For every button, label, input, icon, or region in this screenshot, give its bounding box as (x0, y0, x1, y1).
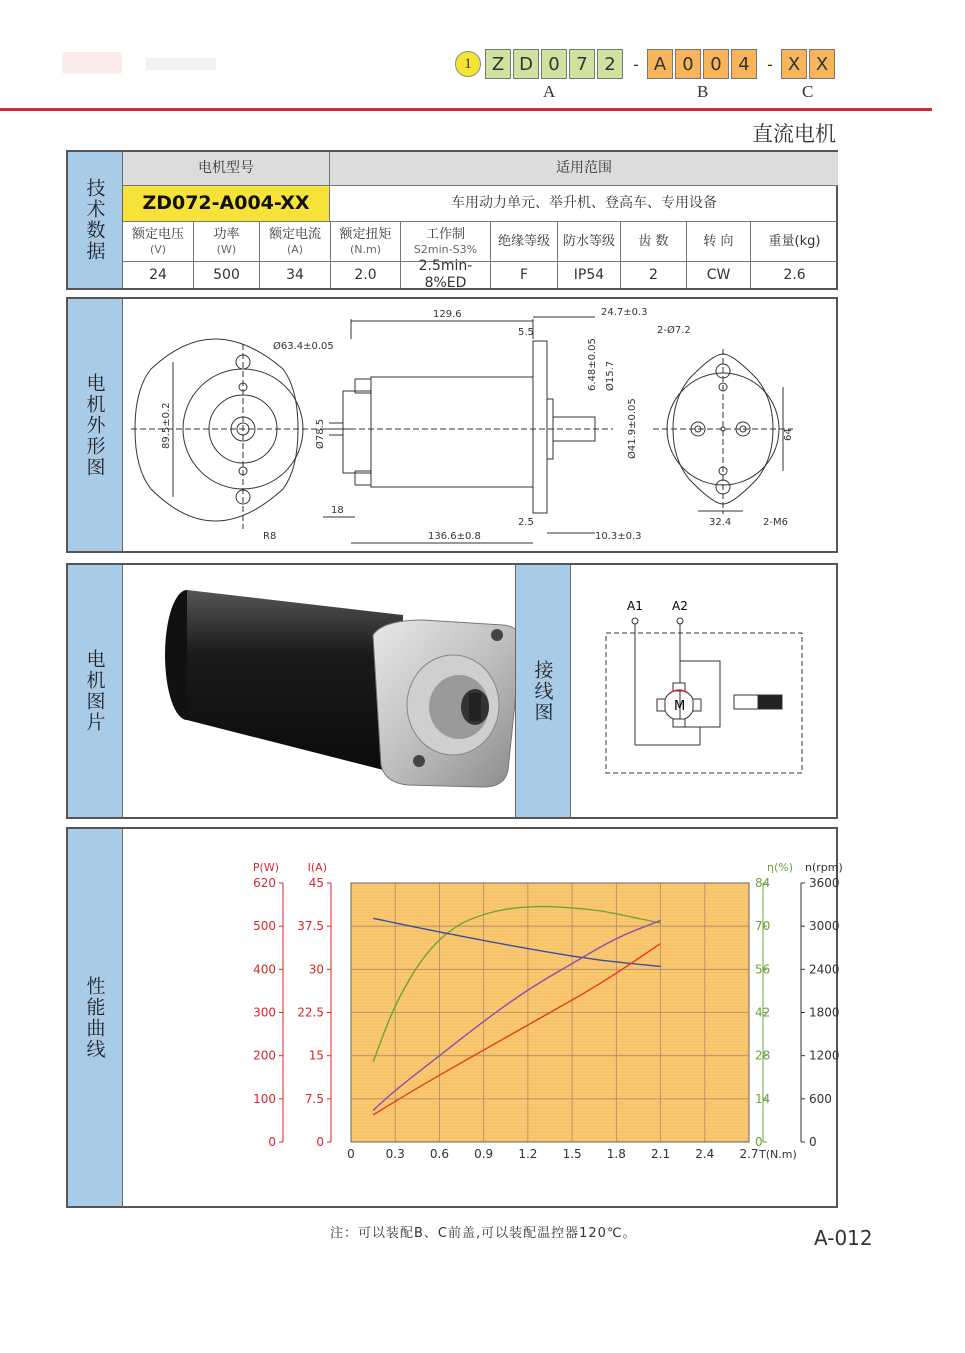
x-tick-label: 0.6 (429, 1147, 449, 1161)
x-tick-label: 2.7 (739, 1147, 759, 1161)
spec-value: 2.0 (331, 262, 401, 288)
x-tick-label: 1.5 (562, 1147, 582, 1161)
dim-radius: R8 (263, 531, 277, 542)
spec-name: 工作制 (425, 227, 465, 243)
spec-header (751, 222, 838, 262)
page-category: 直流电机 (752, 122, 836, 146)
y-tick-label: 500 (253, 919, 276, 934)
dim-front-height: 89.5±0.2 (161, 402, 172, 449)
spec-value: 24 (123, 262, 194, 288)
code-group-label-a: A (543, 82, 556, 101)
code-cell: X (809, 49, 835, 79)
axis-label: n(rpm) (805, 861, 843, 874)
y-tick-label: 30 (308, 962, 324, 977)
y-tick-label: 45 (308, 876, 324, 890)
dim-boss-diameter: Ø41.9±0.05 (627, 398, 638, 459)
x-tick-label: 0.3 (385, 1147, 405, 1161)
performance-chart (123, 829, 843, 1206)
model-code (455, 48, 837, 80)
y-tick-label: 28 (755, 1048, 771, 1063)
dim-flange-diameter: Ø63.4±0.05 (273, 341, 334, 352)
axis-label: I(A) (307, 861, 327, 874)
side-label-text: 性能曲线 (83, 975, 106, 1060)
y-tick-label: 400 (253, 962, 276, 977)
x-tick-label: 1.2 (518, 1147, 538, 1161)
code-dash: - (767, 54, 773, 74)
spec-name: 绝缘等级 (497, 233, 550, 249)
terminal-a2: A2 (672, 599, 688, 613)
x-tick-label: 2.1 (651, 1147, 671, 1161)
code-cell: 0 (541, 49, 567, 79)
x-tick-label: 2.4 (695, 1147, 715, 1161)
code-circle-number: 1 (455, 51, 481, 77)
terminal-a1: A1 (627, 599, 643, 613)
axis-label: η(%) (767, 861, 794, 874)
spec-unit: (N.m) (349, 242, 382, 256)
brand-logo (62, 52, 122, 74)
section-side-label (68, 565, 123, 817)
code-cell: A (647, 49, 673, 79)
spec-name: 重量(kg) (768, 233, 821, 249)
y-tick-label: 200 (253, 1048, 276, 1063)
dim-total-length: 129.6 (433, 309, 462, 320)
y-tick-label: 22.5 (297, 1005, 324, 1020)
dim-5-5: 5.5 (518, 327, 534, 338)
section-side-label (68, 152, 123, 288)
motor-photo (123, 565, 515, 817)
spec-value: 34 (260, 262, 331, 288)
spec-value: CW (687, 262, 751, 288)
dim-2-5: 2.5 (518, 517, 534, 528)
spec-header (491, 222, 558, 262)
spec-name: 齿 数 (638, 233, 669, 249)
y-tick-label: 0 (268, 1135, 276, 1149)
code-dash: - (633, 54, 639, 74)
code-cell: 2 (597, 49, 623, 79)
y-tick-label: 15 (308, 1048, 324, 1063)
spec-name: 额定电压 (131, 227, 184, 243)
code-cell: Z (485, 49, 511, 79)
side-label-text: 电机外形图 (83, 372, 106, 478)
page-number: A-012 (814, 1226, 873, 1250)
y-tick-label: 100 (253, 1091, 276, 1106)
dim-64: 64 (783, 428, 794, 441)
spec-unit: (W) (216, 242, 237, 256)
y-tick-label: 620 (253, 876, 276, 890)
dim-24-7: 24.7±0.3 (601, 307, 648, 318)
code-cell: 7 (569, 49, 595, 79)
spec-header (331, 222, 401, 262)
spec-value: 500 (194, 262, 260, 288)
dim-body-length: 136.6±0.8 (428, 531, 481, 542)
outline-section (66, 297, 838, 553)
spec-header (194, 222, 260, 262)
y-tick-label: 0 (755, 1135, 763, 1149)
dim-6-48: 6.48±0.05 (587, 338, 598, 391)
section-side-label (68, 829, 123, 1206)
code-cell: D (513, 49, 539, 79)
spec-value: 2.6 (783, 266, 806, 283)
spec-value: F (491, 262, 558, 288)
dim-18: 18 (331, 505, 344, 516)
y-tick-label: 3600 (809, 876, 840, 890)
spec-value: 2 (621, 262, 687, 288)
motor-letter: M (674, 699, 686, 714)
footer-note: 注：可以装配B、C前盖,可以装配温控器120℃。 (330, 1226, 637, 1241)
spec-unit: S2min-S3% (413, 242, 478, 256)
wiring-diagram (572, 565, 837, 817)
y-tick-label: 0 (809, 1135, 817, 1149)
spec-header (260, 222, 331, 262)
y-tick-label: 0 (316, 1135, 324, 1149)
y-tick-label: 3000 (809, 919, 840, 934)
y-tick-label: 70 (755, 919, 771, 934)
side-rear-cap (343, 391, 371, 473)
spec-name: 额定扭矩 (339, 227, 392, 243)
y-tick-label: 1200 (809, 1048, 840, 1063)
front-flange-outline (135, 339, 298, 521)
x-tick-label: 0 (347, 1147, 355, 1161)
side-label-text: 接线图 (531, 659, 554, 723)
code-cell: X (781, 49, 807, 79)
dim-body-diameter: Ø78.5 (315, 418, 326, 449)
y-tick-label: 56 (755, 962, 771, 977)
spec-name: 功率 (213, 227, 240, 243)
x-tick-label: 0.9 (474, 1147, 494, 1161)
spec-value: IP54 (558, 262, 621, 288)
side-flange (533, 341, 547, 513)
y-tick-label: 42 (755, 1005, 771, 1020)
scope-header: 适用范围 (330, 152, 838, 186)
code-group-label-c: C (802, 82, 814, 101)
photo-section (66, 563, 838, 819)
spec-header (401, 222, 491, 262)
dim-m6: 2-M6 (763, 517, 788, 528)
x-tick-label: 1.8 (606, 1147, 626, 1161)
outline-drawing (123, 299, 838, 551)
spec-unit: (V) (149, 242, 167, 256)
brand-name (146, 58, 216, 70)
y-tick-label: 1800 (809, 1005, 840, 1020)
y-tick-label: 2400 (809, 962, 840, 977)
dim-32-4: 32.4 (709, 517, 732, 528)
spec-value: 2.5min-8%ED (401, 262, 491, 288)
section-side-label (68, 299, 123, 551)
motor-body (187, 590, 403, 775)
y-tick-label: 37.5 (297, 919, 324, 934)
dim-shaft-diameter: Ø15.7 (605, 360, 616, 391)
y-tick-label: 300 (253, 1005, 276, 1020)
spec-header (123, 222, 194, 262)
model-value: ZD072-A004-XX (123, 186, 330, 222)
x-axis-label: T(N.m) (759, 1148, 797, 1161)
scope-value: 车用动力单元、举升机、登高车、专用设备 (330, 186, 838, 222)
y-tick-label: 7.5 (304, 1091, 324, 1106)
side-body (371, 377, 533, 487)
tech-data-section (66, 150, 838, 290)
spec-name: 防水等级 (562, 233, 615, 249)
wiring-side-label (515, 565, 571, 817)
header-rule (0, 108, 932, 111)
y-tick-label: 600 (809, 1091, 832, 1106)
spec-header (687, 222, 751, 262)
spec-unit: (A) (286, 242, 304, 256)
dim-10-3: 10.3±0.3 (595, 531, 642, 542)
side-label-text: 电机图片 (83, 649, 106, 733)
code-group-label-b: B (697, 82, 709, 101)
model-header: 电机型号 (123, 152, 330, 186)
spec-name: 额定电流 (268, 227, 321, 243)
side-label-text: 技术数据 (83, 178, 106, 262)
spec-header (621, 222, 687, 262)
y-tick-label: 14 (755, 1091, 771, 1106)
code-cell: 0 (703, 49, 729, 79)
y-tick-label: 84 (755, 876, 771, 890)
axis-label: P(W) (252, 861, 279, 874)
tech-table (123, 152, 836, 291)
spec-header (558, 222, 621, 262)
code-cell: 4 (731, 49, 757, 79)
curve-section (66, 827, 843, 1208)
dim-holes: 2-Ø7.2 (657, 325, 691, 336)
code-cell: 0 (675, 49, 701, 79)
spec-name: 转 向 (703, 233, 734, 249)
